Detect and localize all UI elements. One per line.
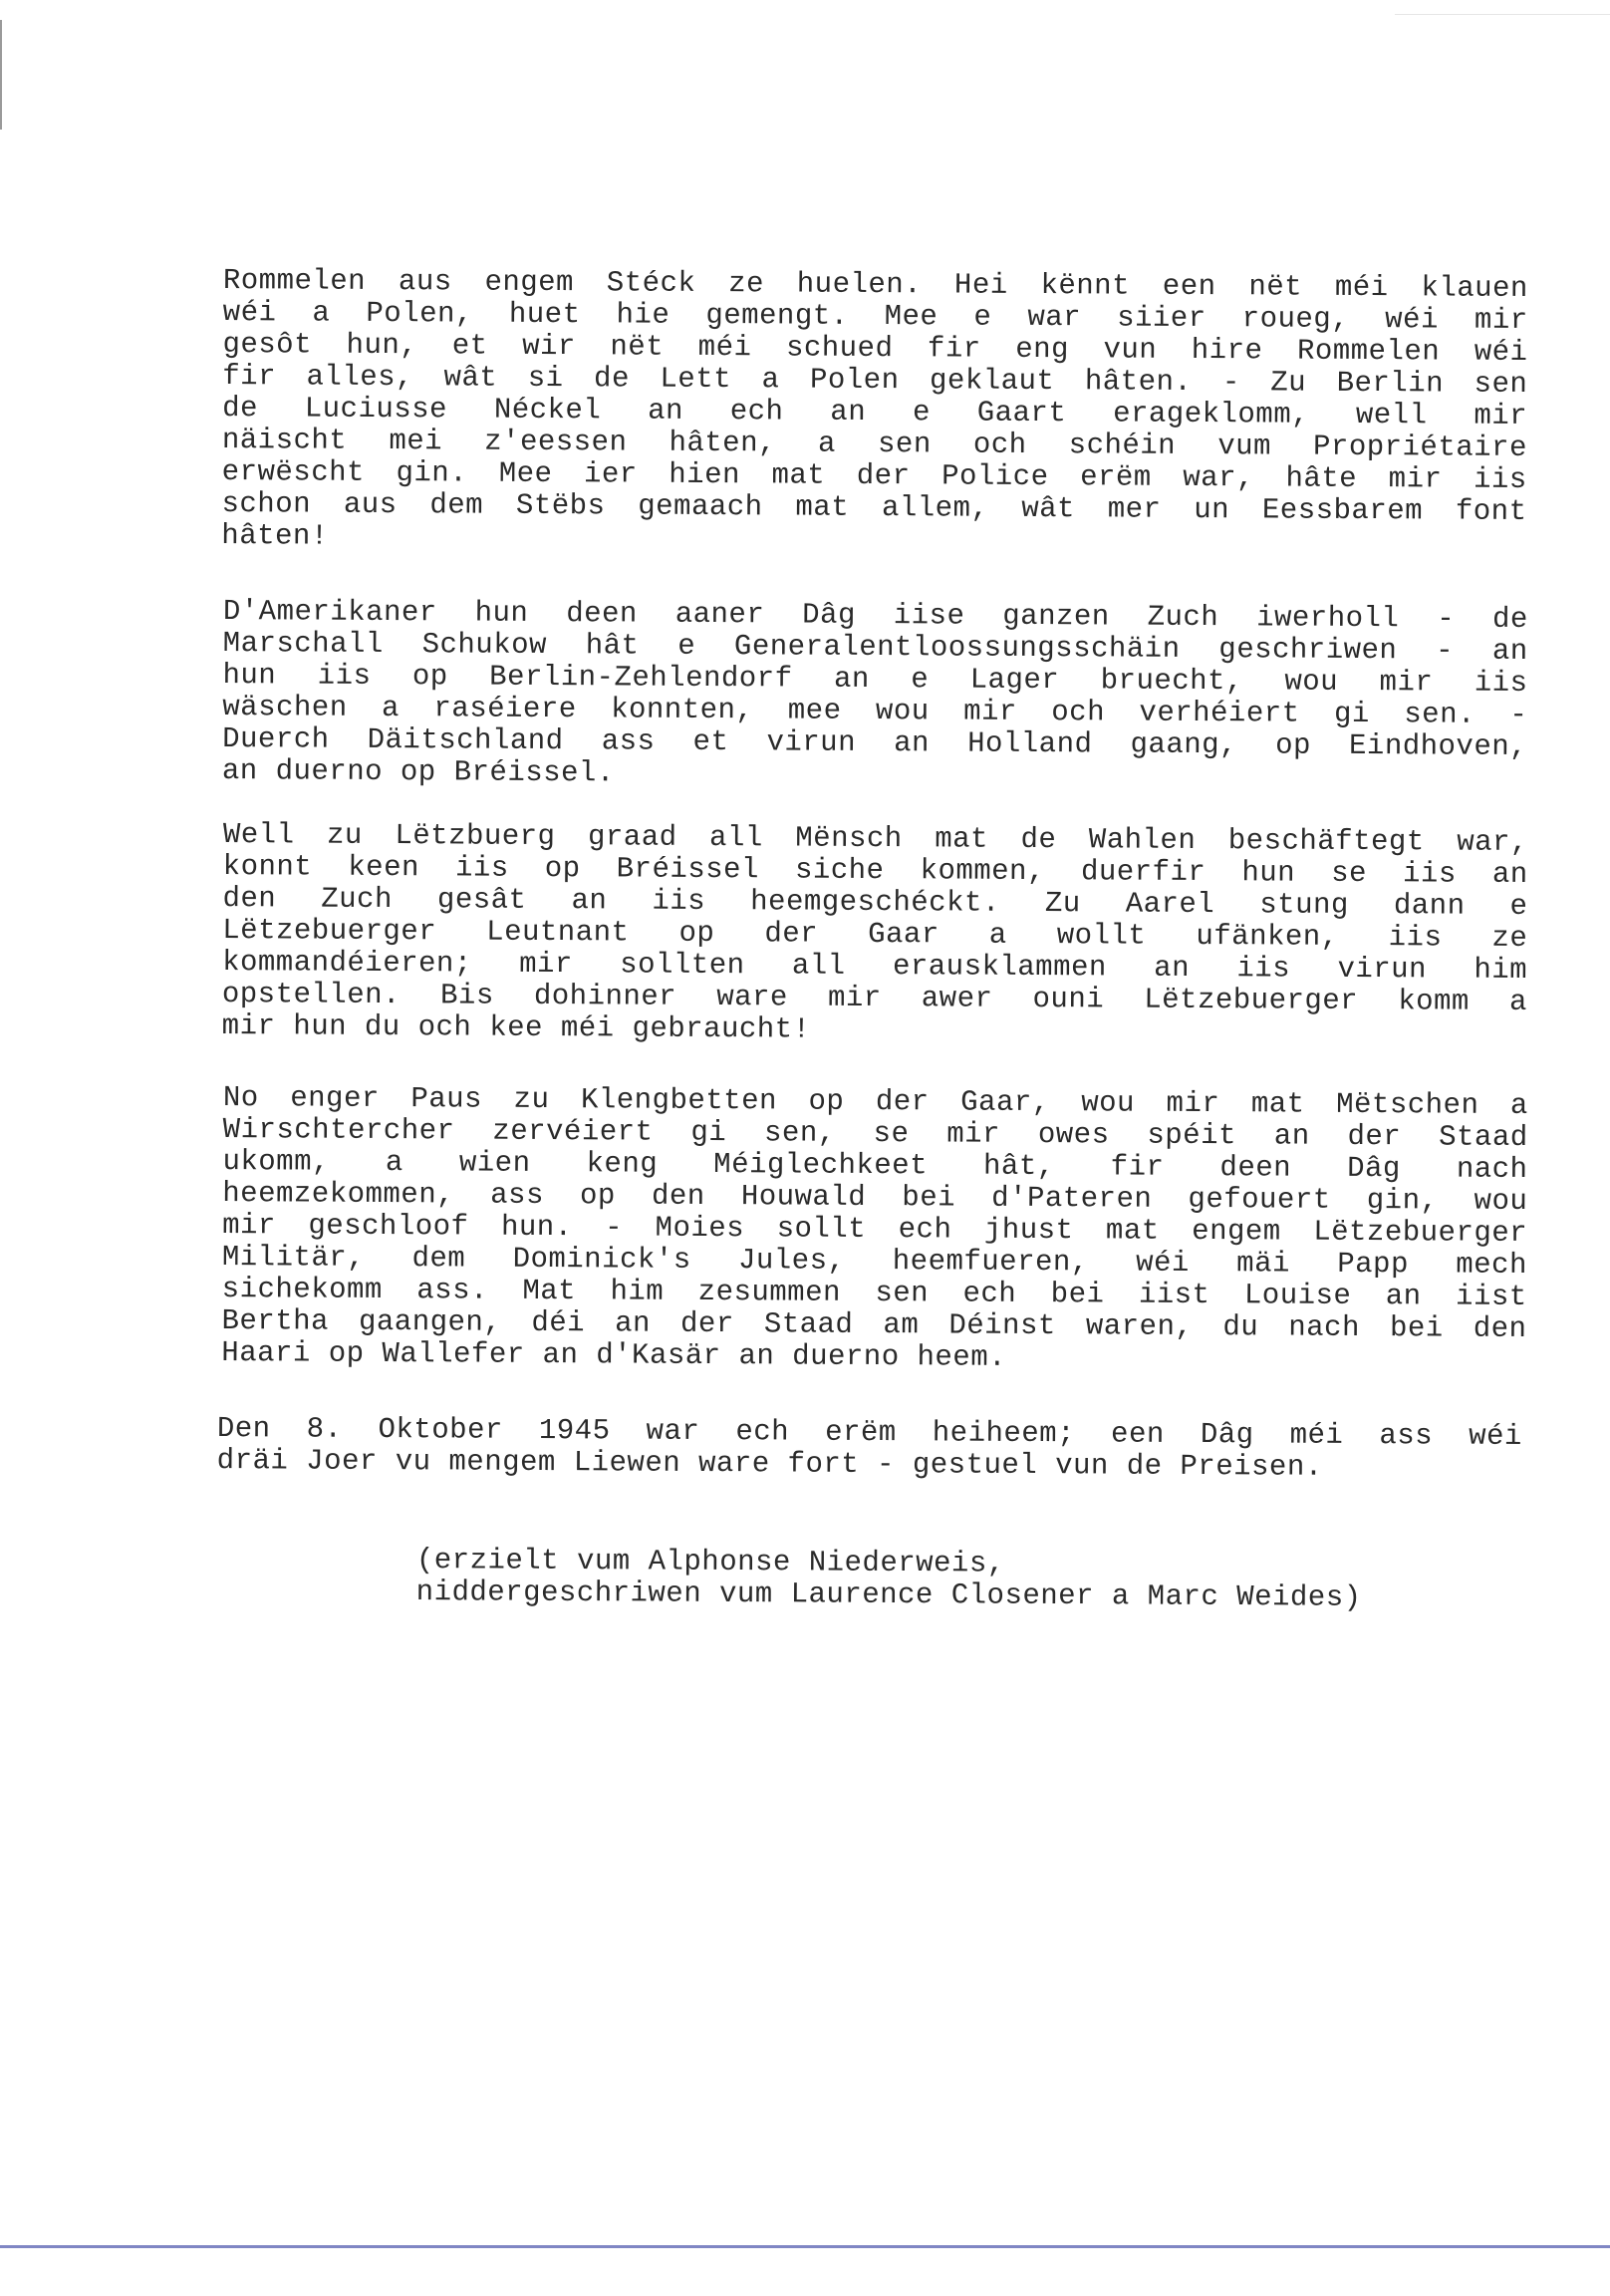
text-line: sichekomm ass. Mat him zesummen sen ech bei iist Louise an iist bbox=[221, 1272, 1527, 1313]
text-line: kommandéieren; mir sollten all erausklammen an iis virun him bbox=[222, 945, 1528, 987]
paragraph-2 bbox=[222, 596, 1528, 795]
text-line: Den 8. Oktober 1945 war ech erëm heiheem; een Dâg méi ass wéi bbox=[216, 1412, 1522, 1454]
text-line: hâten! bbox=[221, 518, 329, 553]
text-line: wäschen a raséiere konnten, mee wou mir och verhéiert gi sen. - bbox=[222, 690, 1528, 731]
text-line: Militär, dem Dominick's Jules, heemfueren, wéi mäi Papp mech bbox=[221, 1240, 1528, 1282]
text-line: näischt mei z'eessen hâten, a sen och schéin vum Propriétaire bbox=[221, 423, 1528, 464]
bottom-blue-rule bbox=[0, 2245, 1610, 2248]
text-line: Lëtzebuerger Leutnant op der Gaar a wollt ufänken, iis ze bbox=[222, 913, 1528, 955]
text-line: schon aus dem Stëbs gemaach mat allem, wât mer un Eessbarem font bbox=[221, 486, 1527, 528]
text-line: den Zuch gesât an iis heemgeschéckt. Zu Aarel stung dann e bbox=[222, 881, 1528, 924]
paragraph-1 bbox=[221, 265, 1528, 560]
paragraph-5 bbox=[217, 1413, 1522, 1485]
text-line: opstellen. Bis dohinner ware mir awer ouni Lëtzebuerger komm a bbox=[221, 977, 1528, 1018]
attribution-signature bbox=[416, 1545, 1512, 1615]
text-line: Marschall Schukow hât e Generalentloossungsschäin geschriwen - an bbox=[222, 626, 1528, 669]
text-line: ukomm, a wien keng Méiglechkeet hât, fir deen Dâg nach bbox=[222, 1144, 1528, 1187]
text-line: wéi a Polen, huet hie gemengt. Mee e war siier roueg, wéi mir bbox=[222, 295, 1528, 338]
attribution-line: (erzielt vum Alphonse Niederweis, bbox=[415, 1544, 1005, 1580]
text-line: Well zu Lëtzbuerg graad all Mënsch mat de Wahlen beschäftegt war, bbox=[222, 818, 1528, 860]
attribution-line: niddergeschriwen vum Laurence Closener a Marc Weides) bbox=[415, 1575, 1362, 1614]
text-line: erwëscht gin. Mee ier hien mat der Police erëm war, hâte mir iis bbox=[221, 454, 1527, 496]
paragraph-4 bbox=[221, 1082, 1528, 1377]
text-line: hun iis op Berlin-Zehlendorf an e Lager bruecht, wou mir iis bbox=[222, 658, 1528, 701]
text-line: de Luciusse Néckel an ech an e Gaart erageklomm, well mir bbox=[222, 391, 1528, 432]
top-faint-rule bbox=[1395, 14, 1610, 15]
paragraph-3 bbox=[222, 819, 1528, 1050]
text-line: an duerno op Bréissel. bbox=[221, 753, 615, 790]
text-line: heemzekommen, ass op den Houwald bei d'Pateren gefouert gin, wou bbox=[222, 1176, 1528, 1218]
text-line: fir alles, wât si de Lett a Polen geklaut hâten. - Zu Berlin sen bbox=[222, 359, 1528, 401]
text-line: Rommelen aus engem Stéck ze huelen. Hei kënnt een nët méi klauen bbox=[222, 264, 1528, 306]
text-line: dräi Joer vu mengem Liewen ware fort - gestuel vun de Preisen. bbox=[216, 1443, 1323, 1484]
text-line: Haari op Wallefer an d'Kasär an duerno heem. bbox=[221, 1335, 1007, 1374]
text-line: No enger Paus zu Klengbetten op der Gaar, wou mir mat Mëtschen a bbox=[222, 1081, 1528, 1123]
text-line: gesôt hun, et wir nët méi schued fir eng vun hire Rommelen wéi bbox=[222, 327, 1528, 370]
text-line: Wirschtercher zervéiert gi sen, se mir owes spéit an der Staad bbox=[222, 1112, 1528, 1155]
text-line: mir hun du och kee méi gebraucht! bbox=[221, 1008, 811, 1046]
scan-edge-mark bbox=[0, 20, 2, 130]
text-line: Bertha gaangen, déi an der Staad am Déinst waren, du nach bei den bbox=[221, 1303, 1527, 1345]
text-line: konnt keen iis op Bréissel siche kommen, duerfir hun se iis an bbox=[222, 849, 1528, 892]
text-line: D'Amerikaner hun deen aaner Dâg iise ganzen Zuch iwerholl - de bbox=[222, 595, 1528, 637]
text-line: Duerch Däitschland ass et virun an Holland gaang, op Eindhoven, bbox=[222, 721, 1528, 763]
text-line: mir geschloof hun. - Moies sollt ech jhust mat engem Lëtzebuerger bbox=[222, 1208, 1528, 1250]
